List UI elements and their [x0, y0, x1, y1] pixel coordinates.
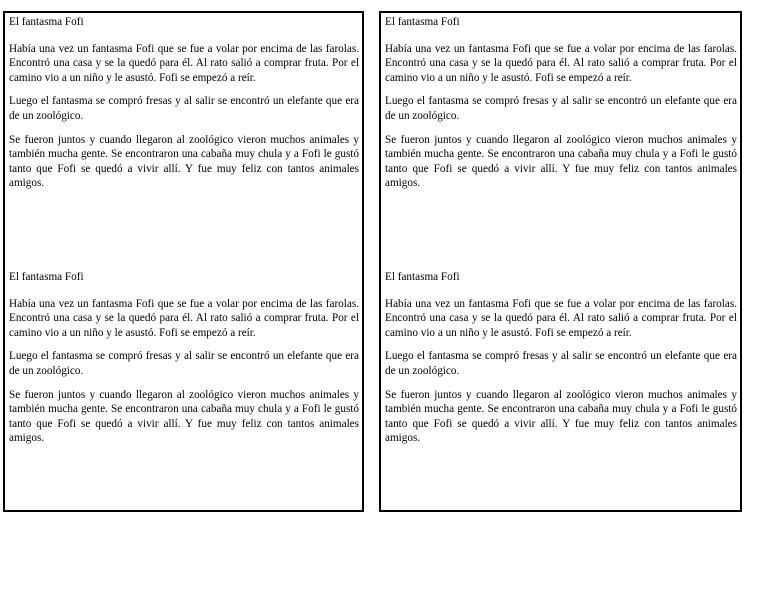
story-paragraph: Se fueron juntos y cuando llegaron al zoológico vieron muchos animales y también mucha gente. Se encontraron una cabaña muy chula y a Fofi le gustó tanto que Fofi se quedó a vivir allí. Y fue muy feliz con tantos animales amigos. — [9, 133, 359, 190]
story-title: El fantasma Fofi — [385, 16, 460, 28]
story-block — [9, 270, 359, 455]
story-paragraph: Luego el fantasma se compró fresas y al salir se encontró un elefante que era de un zoológico. — [9, 350, 359, 377]
page-left — [3, 11, 364, 512]
story-title: El fantasma Fofi — [385, 271, 460, 283]
story-paragraph: Luego el fantasma se compró fresas y al salir se encontró un elefante que era de un zoológico. — [385, 350, 737, 377]
story-block — [9, 15, 359, 200]
story-paragraph: Se fueron juntos y cuando llegaron al zoológico vieron muchos animales y también mucha gente. Se encontraron una cabaña muy chula y a Fofi le gustó tanto que Fofi se quedó a vivir allí. Y fue muy feliz con tantos animales amigos. — [9, 388, 359, 445]
story-paragraph: Había una vez un fantasma Fofi que se fue a volar por encima de las farolas. Encontró una casa y se la quedó para él. Al rato salió a comprar fruta. Por el camino vio a un niño y le asustó. Fofi se empezó a reír. — [385, 297, 737, 339]
story-paragraph: Había una vez un fantasma Fofi que se fue a volar por encima de las farolas. Encontró una casa y se la quedó para él. Al rato salió a comprar fruta. Por el camino vio a un niño y le asustó. Fofi se empezó a reír. — [385, 42, 737, 84]
story-paragraph: Había una vez un fantasma Fofi que se fue a volar por encima de las farolas. Encontró una casa y se la quedó para él. Al rato salió a comprar fruta. Por el camino vio a un niño y le asustó. Fofi se empezó a reír. — [9, 297, 359, 339]
story-paragraph: Se fueron juntos y cuando llegaron al zoológico vieron muchos animales y también mucha gente. Se encontraron una cabaña muy chula y a Fofi le gustó tanto que Fofi se quedó a vivir allí. Y fue muy feliz con tantos animales amigos. — [385, 388, 737, 445]
story-paragraph: Se fueron juntos y cuando llegaron al zoológico vieron muchos animales y también mucha gente. Se encontraron una cabaña muy chula y a Fofi le gustó tanto que Fofi se quedó a vivir allí. Y fue muy feliz con tantos animales amigos. — [385, 133, 737, 190]
story-title: El fantasma Fofi — [9, 271, 84, 283]
story-paragraph: Luego el fantasma se compró fresas y al salir se encontró un elefante que era de un zoológico. — [9, 95, 359, 122]
story-block — [385, 15, 737, 200]
page-right — [379, 11, 742, 512]
story-block — [385, 270, 737, 455]
story-paragraph: Había una vez un fantasma Fofi que se fue a volar por encima de las farolas. Encontró una casa y se la quedó para él. Al rato salió a comprar fruta. Por el camino vio a un niño y le asustó. Fofi se empezó a reír. — [9, 42, 359, 84]
story-title: El fantasma Fofi — [9, 16, 84, 28]
story-paragraph: Luego el fantasma se compró fresas y al salir se encontró un elefante que era de un zoológico. — [385, 95, 737, 122]
